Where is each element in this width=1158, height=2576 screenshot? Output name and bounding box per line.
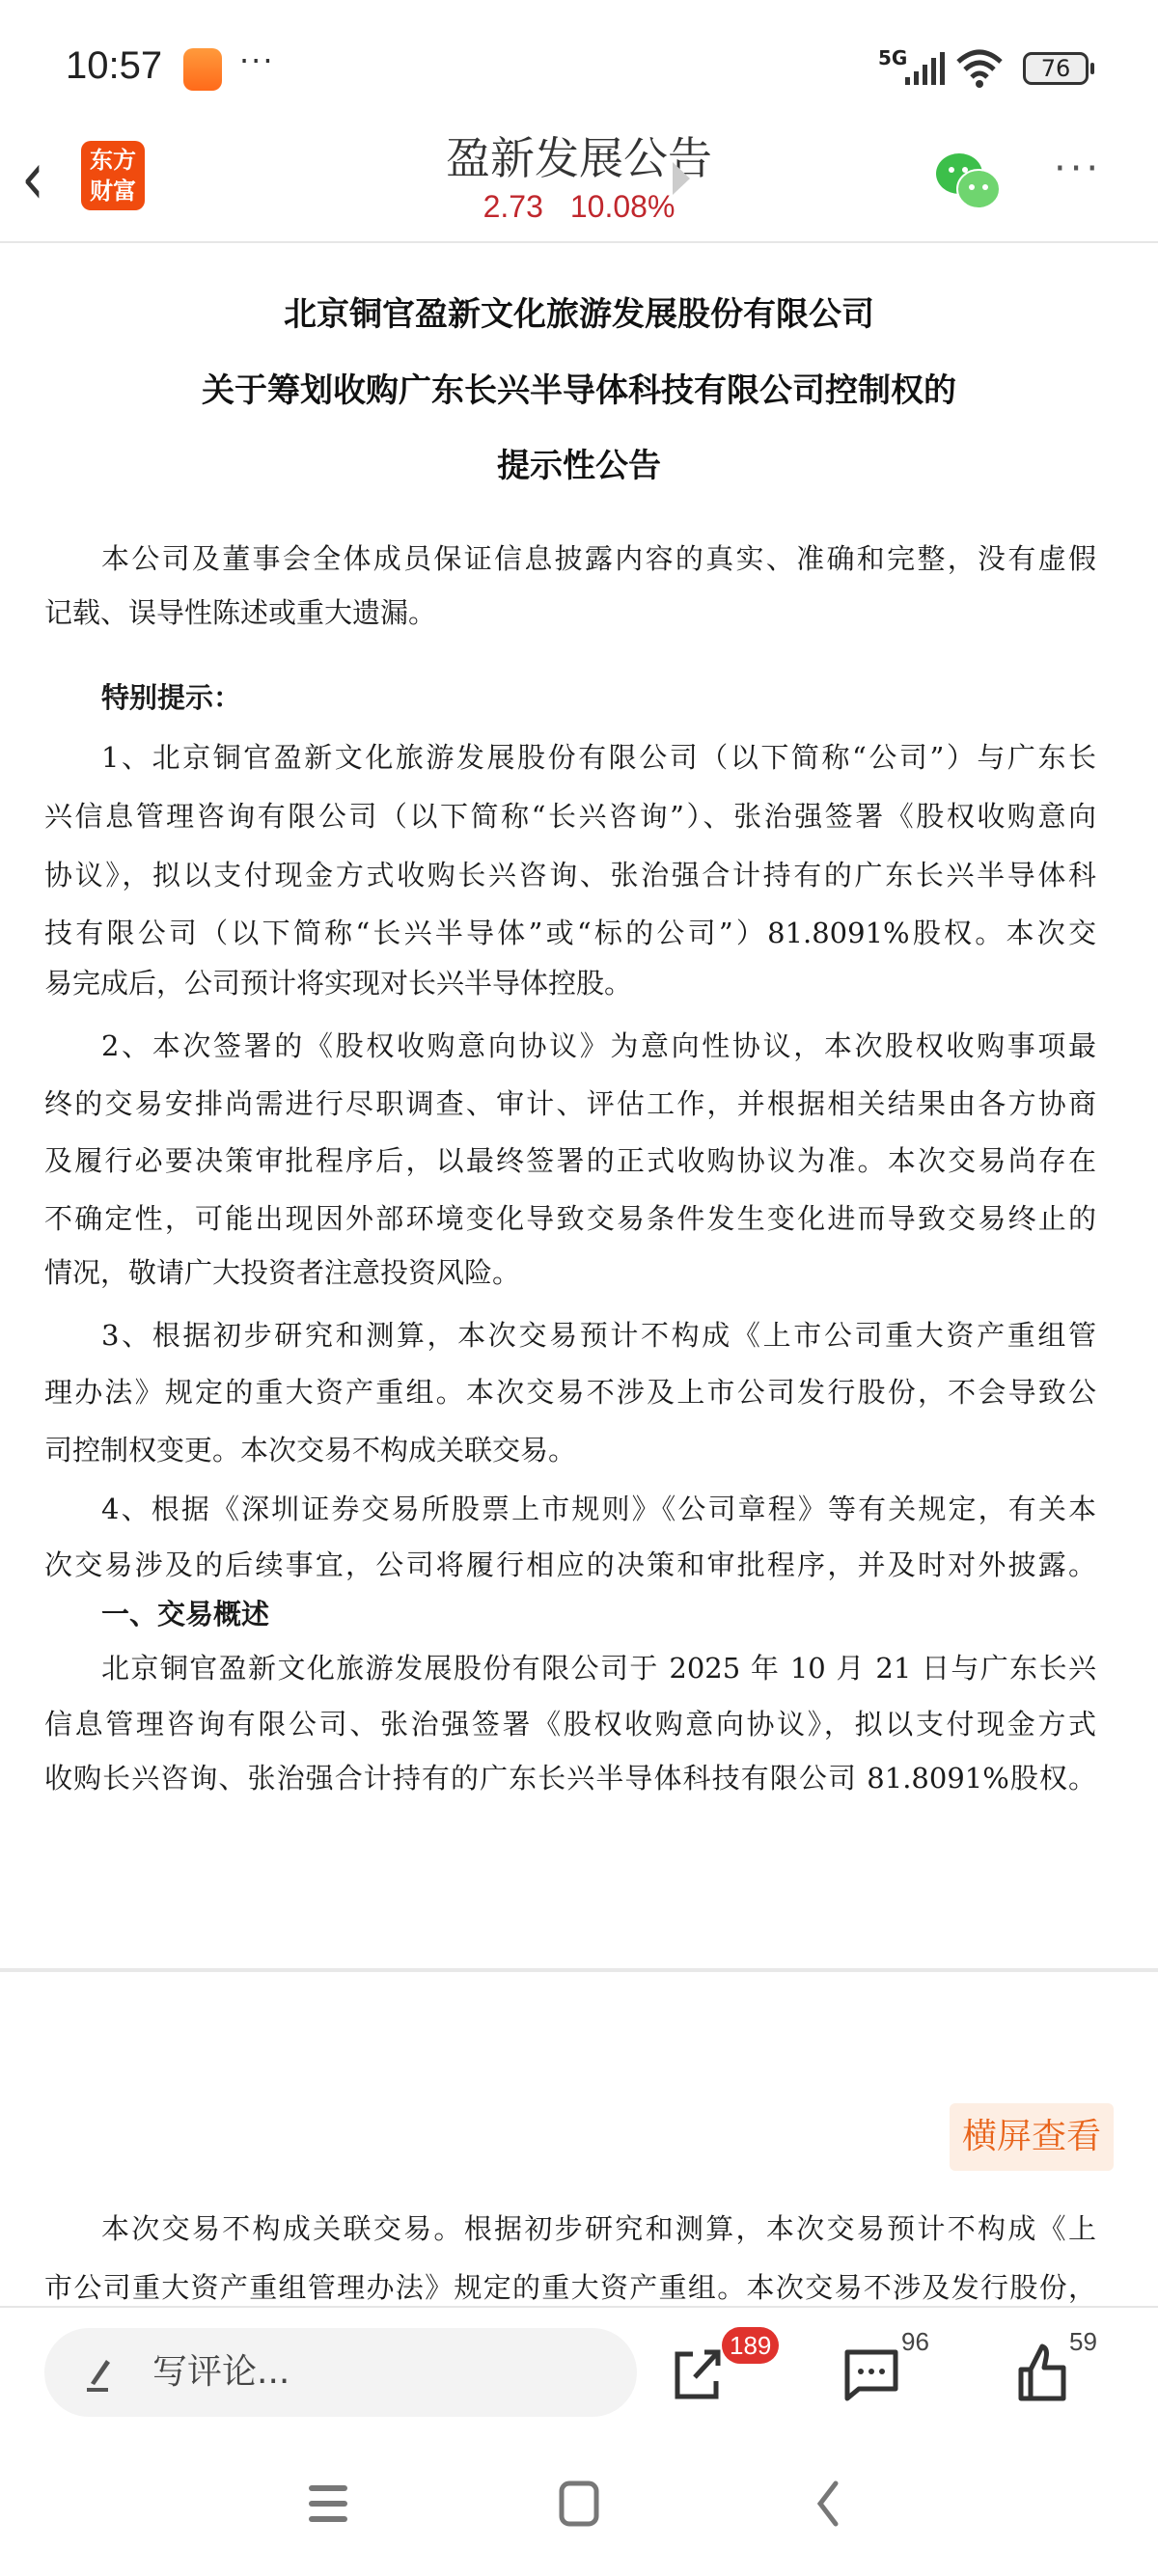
- section-heading: 特别提示：: [101, 681, 242, 714]
- chevron-right-icon[interactable]: [673, 162, 690, 195]
- recent-apps-button[interactable]: [307, 2480, 351, 2528]
- document-text-line: 收购长兴咨询、张治强合计持有的广东长兴半导体科技有限公司 81.8091%股权。: [44, 1762, 1096, 1795]
- document-text-line: 市公司重大资产重组管理办法》规定的重大资产重组。本次交易不涉及发行股份，: [44, 2271, 1096, 2304]
- document-text-line: 协议》，拟以支付现金方式收购长兴咨询、张治强合计持有的广东长兴半导体科: [44, 859, 1096, 891]
- wechat-share-icon[interactable]: [934, 151, 1002, 212]
- stock-change: 10.08%: [569, 189, 676, 224]
- document-title-line: 提示性公告: [497, 447, 661, 485]
- document-text-line: 情况，敬请广大投资者注意投资风险。: [44, 1256, 521, 1289]
- like-icon[interactable]: [1015, 2343, 1077, 2404]
- more-options-button[interactable]: ···: [1054, 147, 1103, 191]
- document-text-line: 本次交易不构成关联交易。根据初步研究和测算，本次交易预计不构成《上: [101, 2212, 1096, 2245]
- bottom-divider: [0, 2306, 1158, 2308]
- document-text-line: 不确定性，可能出现因外部环境变化导致交易条件发生变化进而导致交易终止的: [44, 1202, 1096, 1235]
- document-text-line: 信息管理咨询有限公司、张治强签署《股权收购意向协议》，拟以支付现金方式: [44, 1708, 1096, 1740]
- share-icon[interactable]: [668, 2343, 730, 2404]
- document-text-line: 4、根据《深圳证券交易所股票上市规则》《公司章程》等有关规定，有关本: [101, 1493, 1096, 1525]
- document-text-line: 3、根据初步研究和测算，本次交易预计不构成《上市公司重大资产重组管: [101, 1319, 1096, 1352]
- status-bar: [0, 39, 1158, 100]
- document-text-line: 北京铜官盈新文化旅游发展股份有限公司于 2025 年 10 月 21 日与广东长兴: [101, 1652, 1096, 1685]
- pencil-icon: [81, 2354, 120, 2393]
- document-text-line: 兴信息管理咨询有限公司（以下简称“长兴咨询”）、张治强签署《股权收购意向: [44, 800, 1096, 833]
- battery-indicator: 76: [1023, 52, 1089, 85]
- stock-price: 2.73: [482, 189, 543, 224]
- network-type: 5G: [878, 46, 908, 69]
- back-nav-button[interactable]: [813, 2480, 841, 2528]
- page-title: 盈新发展公告: [446, 132, 712, 184]
- document-text-line: 1、北京铜官盈新文化旅游发展股份有限公司（以下简称“公司”）与广东长: [101, 741, 1096, 774]
- wifi-icon: [955, 46, 1004, 89]
- comment-input[interactable]: 写评论...: [44, 2328, 637, 2417]
- document-text-line: 司控制权变更。本次交易不构成关联交易。: [44, 1434, 577, 1466]
- document-title-line: 北京铜官盈新文化旅游发展股份有限公司: [284, 295, 874, 334]
- document-text-line: 及履行必要决策审批程序后，以最终签署的正式收购协议为准。本次交易尚存在: [44, 1144, 1096, 1177]
- landscape-view-button[interactable]: 横屏查看: [950, 2103, 1114, 2171]
- document-text-line: 终的交易安排尚需进行尽职调查、审计、评估工作，并根据相关结果由各方协商: [44, 1087, 1096, 1120]
- section-heading: 一、交易概述: [101, 1598, 270, 1631]
- document-text-line: 2、本次签署的《股权收购意向协议》为意向性协议，本次股权收购事项最: [101, 1029, 1096, 1062]
- comment-count: 96: [901, 2327, 929, 2356]
- more-notifications-icon: ···: [239, 42, 275, 79]
- page-divider: [0, 1968, 1158, 1972]
- document-text-line: 本公司及董事会全体成员保证信息披露内容的真实、准确和完整，没有虚假: [101, 542, 1096, 575]
- back-button[interactable]: ‹: [21, 134, 44, 223]
- status-time: 10:57: [66, 44, 163, 87]
- logo-text: 财富: [90, 178, 136, 205]
- comment-icon[interactable]: [841, 2343, 903, 2404]
- share-count-badge: 189: [722, 2327, 779, 2364]
- document-text-line: 记载、误导性陈述或重大遗漏。: [44, 596, 437, 629]
- top-header: [0, 116, 1158, 243]
- document-text-line: 次交易涉及的后续事宜，公司将履行相应的决策和审批程序，并及时对外披露。: [44, 1548, 1096, 1581]
- like-count: 59: [1069, 2327, 1097, 2356]
- logo-text: 东方: [90, 147, 136, 174]
- signal-icon: [905, 52, 946, 85]
- document-text-line: 技有限公司（以下简称“长兴半导体”或“标的公司”）81.8091%股权。本次交: [44, 917, 1096, 949]
- document-text-line: 理办法》规定的重大资产重组。本次交易不涉及上市公司发行股份，不会导致公: [44, 1376, 1096, 1409]
- document-title-line: 关于筹划收购广东长兴半导体科技有限公司控制权的: [202, 371, 956, 410]
- document-text-line: 易完成后，公司预计将实现对长兴半导体控股。: [44, 967, 633, 1000]
- home-button[interactable]: [558, 2480, 600, 2528]
- app-notification-icon: [183, 48, 222, 91]
